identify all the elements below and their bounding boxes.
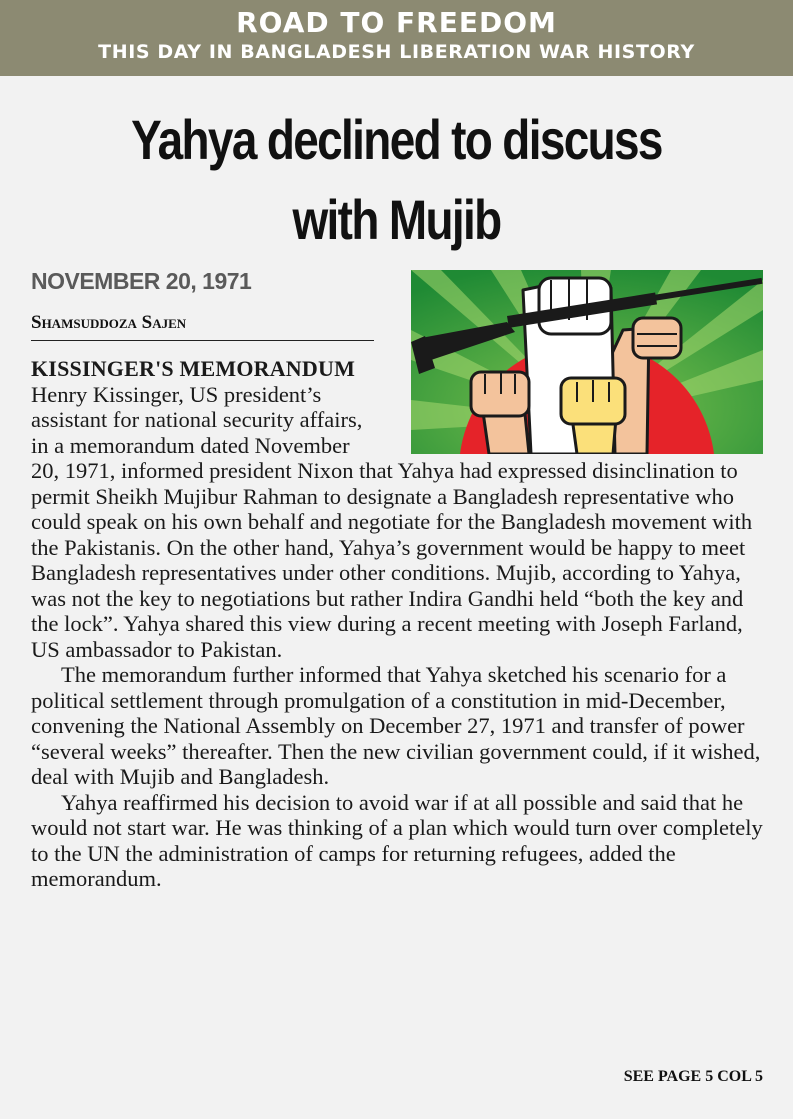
headline-line-2: with Mujib bbox=[292, 188, 501, 251]
banner-subtitle: THIS DAY IN BANGLADESH LIBERATION WAR HISTORY bbox=[98, 41, 695, 63]
headline-line-1: Yahya declined to discuss bbox=[131, 108, 662, 171]
article-paragraph-1: Henry Kissinger, US president’s assistant for national security affairs, in a memorandum dated November 20, 1971, informed president Nixon that Yahya had expressed disinclination to permit Sheikh Mujibur Rahman to designate a Bangladesh representative who could speak on his own behalf and negotiate for the Bangladesh movement with the Pakistanis. On the other hand, Yahya’s government would be happy to meet Bangladesh representatives under other conditions. Mujib, according to Yahya, was not the key to negotiations but rather Indira Gandhi held “both the key and the lock”. Yahya shared this view during a recent meeting with Joseph Farland, US ambassador to Pakistan. bbox=[31, 381, 753, 662]
article-headline bbox=[71, 100, 721, 260]
author-byline: Shamsuddoza Sajen bbox=[31, 312, 374, 341]
article-paragraph-2: The memorandum further informed that Yahya sketched his scenario for a political settlement through promulgation of a constitution in mid-December, convening the National Assembly on December 27, 1971 and transfer of power “several weeks” thereafter. Then the new civilian government could, if it wished, deal with Mujib and Bangladesh. bbox=[31, 662, 761, 789]
section-banner bbox=[0, 0, 793, 76]
article-date: NOVEMBER 20, 1971 bbox=[31, 268, 252, 294]
continuation-note: SEE PAGE 5 COL 5 bbox=[623, 1068, 763, 1085]
article-subhead: KISSINGER'S MEMORANDUM bbox=[31, 356, 356, 381]
article-paragraph-3: Yahya reaffirmed his decision to avoid war if at all possible and said that he would not start war. He was thinking of a plan which would turn over completely to the UN the administration of camps for returning refugees, added the memorandum. bbox=[31, 789, 763, 891]
article-body bbox=[31, 356, 763, 892]
banner-title: ROAD TO FREEDOM bbox=[236, 6, 557, 39]
illustration-raised-fists-rifle bbox=[411, 270, 763, 454]
